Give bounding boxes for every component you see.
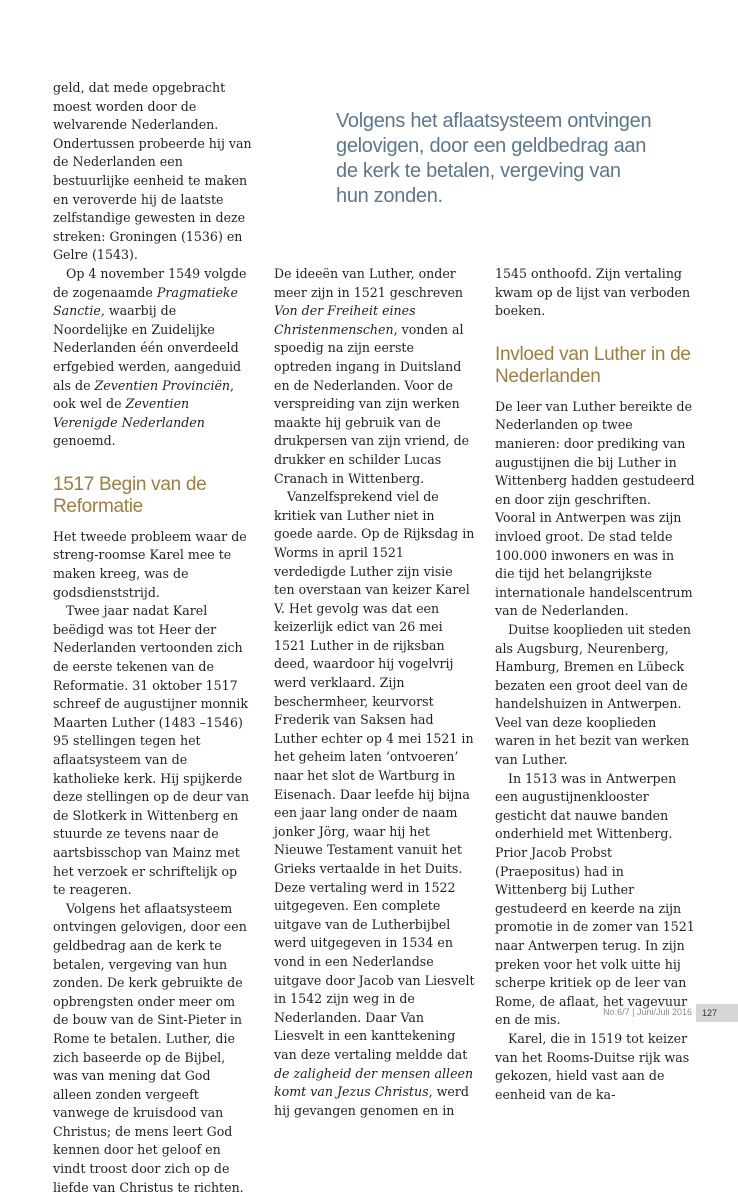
paragraph: Vanzelfsprekend viel de kritiek van Luther niet in goede aarde. Op de Rijksdag in Worms in april 1521 verdedigde Luther zijn visie ten overstaan van keizer Karel V. Het gevolg was dat een keizerlijk edict van 26 mei 1521 Luther in de rijksban deed, waardoor hij vogelvrij werd verklaard. Zijn beschermheer, keurvorst Frederik van Saksen had Luther echter op 4 mei 1521 in het geheim laten ‘ontvoeren’ naar het slot de Wartburg in Eisenach. Daar leefde hij bijna een jaar lang onder de naam jonker Jörg, waar hij het Nieuwe Testament vanuit het Grieks vertaalde in het Duits. Deze vertaling werd in 1522 uitgegeven. Een complete uitgave van de Lutherbijbel werd uitgegeven in 1534 en vond in een Nederlandse uitgave door Jacob van Liesvelt in 1542 zijn weg in de Nederlanden. Daar Van Liesvelt in een kanttekening van deze vertaling meldde dat de zaligheid der mensen alleen komt van Jezus Christus, werd hij gevangen genomen en in xyxy=(274,489,475,1118)
paragraph: In 1513 was in Antwerpen een augustijnenklooster gesticht dat nauwe banden onderhield met Wittenberg. Prior Jacob Probst (Praepositus) had in Wittenberg bij Luther gestudeerd en keerde na zijn promotie in de zomer van 1521 naar Antwerpen terug. In zijn preken voor het volk uitte hij scherpe kritiek op de leer van Rome, de aflaat, het vagevuur en de mis. xyxy=(495,770,695,1028)
text-column-3 xyxy=(495,265,695,1104)
paragraph: Op 4 november 1549 volgde de zogenaamde Pragmatieke Sanctie, waarbij de Noordelijke en Zuidelijke Nederlanden één onverdeeld erfgebied werden, aangeduid als de Zeventien Provinciën, ook wel de Zeventien Verenigde Nederlanden genoemd. xyxy=(53,265,247,449)
text-column-1 xyxy=(53,79,253,1197)
paragraph: De ideeën van Luther, onder meer zijn in 1521 geschreven Von der Freiheit eines Christenmenschen, vonden al spoedig na zijn eerste optreden ingang in Duitsland en de Nederlanden. Voor de verspreiding van zijn werken maakte hij gebruik van de drukpersen van zijn vriend, de drukker en schilder Lucas Cranach in Wittenberg. xyxy=(274,266,470,486)
paragraph: Het tweede probleem waar de streng-roomse Karel mee te maken kreeg, was de godsdienststrijd. xyxy=(53,528,247,600)
paragraph: 1545 onthoofd. Zijn vertaling kwam op de lijst van verboden boeken. xyxy=(495,266,691,319)
paragraph: De leer van Luther bereikte de Nederlanden op twee manieren: door prediking van augustijnen die bij Luther in Wittenberg hadden gestudeerd en door zijn geschriften. Vooral in Antwerpen was zijn invloed groot. De stad telde 100.000 inwoners en was in die tijd het belangrijkste internationale handelscentrum van de Nederlanden. xyxy=(495,398,695,619)
paragraph: Volgens het aflaatsysteem ontvingen gelovigen, door een geldbedrag aan de kerk te betalen, vergeving van hun zonden. De kerk gebruikte de opbrengsten onder meer om de bouw van de Sint-Pieter in Rome te betalen. Luther, die zich baseerde op de Bijbel, was van mening dat God alleen zonden vergeeft vanwege de kruisdood van Christus; de mens leert God kennen door het geloof en vindt troost door zich op de liefde van Christus te richten. xyxy=(53,900,247,1195)
paragraph: geld, dat mede opgebracht moest worden door de welvarende Nederlanden. Ondertussen probeerde hij van de Nederlanden een bestuurlijke eenheid te maken en veroverde hij de laatste zelfstandige gewesten in deze streken: Groningen (1536) en Gelre (1543). xyxy=(53,80,252,263)
issue-label: No.6/7 | Juni/Juli 2016 xyxy=(603,1007,692,1017)
section-heading: Invloed van Luther in de Nederlanden xyxy=(495,343,691,387)
page-number: 127 xyxy=(696,1004,738,1022)
pull-quote: Volgens het aflaatsysteem ontvingen gelovigen, door een geldbedrag aan de kerk te betalen, vergeving van hun zonden. xyxy=(336,110,652,207)
paragraph: Twee jaar nadat Karel beëdigd was tot Heer der Nederlanden vertoonden zich de eerste tekenen van de Reformatie. 31 oktober 1517 schreef de augustijner monnik Maarten Luther (1483 –1546) 95 stellingen tegen het aflaatsysteem van de katholieke kerk. Hij spijkerde deze stellingen op de deur van de Slotkerk in Wittenberg en stuurde ze tevens naar de aartsbisschop van Mainz met het verzoek er schriftelijk op te reageren. xyxy=(53,603,249,898)
section-heading: 1517 Begin van de Reformatie xyxy=(53,473,207,517)
text-column-2 xyxy=(274,265,475,1120)
paragraph: Karel, die in 1519 tot keizer van het Rooms-Duitse rijk was gekozen, hield vast aan de eenheid van de ka- xyxy=(495,1030,690,1102)
page-footer xyxy=(560,1004,738,1022)
paragraph: Duitse kooplieden uit steden als Augsburg, Neurenberg, Hamburg, Bremen en Lübeck bezaten een groot deel van de handelshuizen in Antwerpen. Veel van deze kooplieden waren in het bezit van werken van Luther. xyxy=(495,621,692,768)
